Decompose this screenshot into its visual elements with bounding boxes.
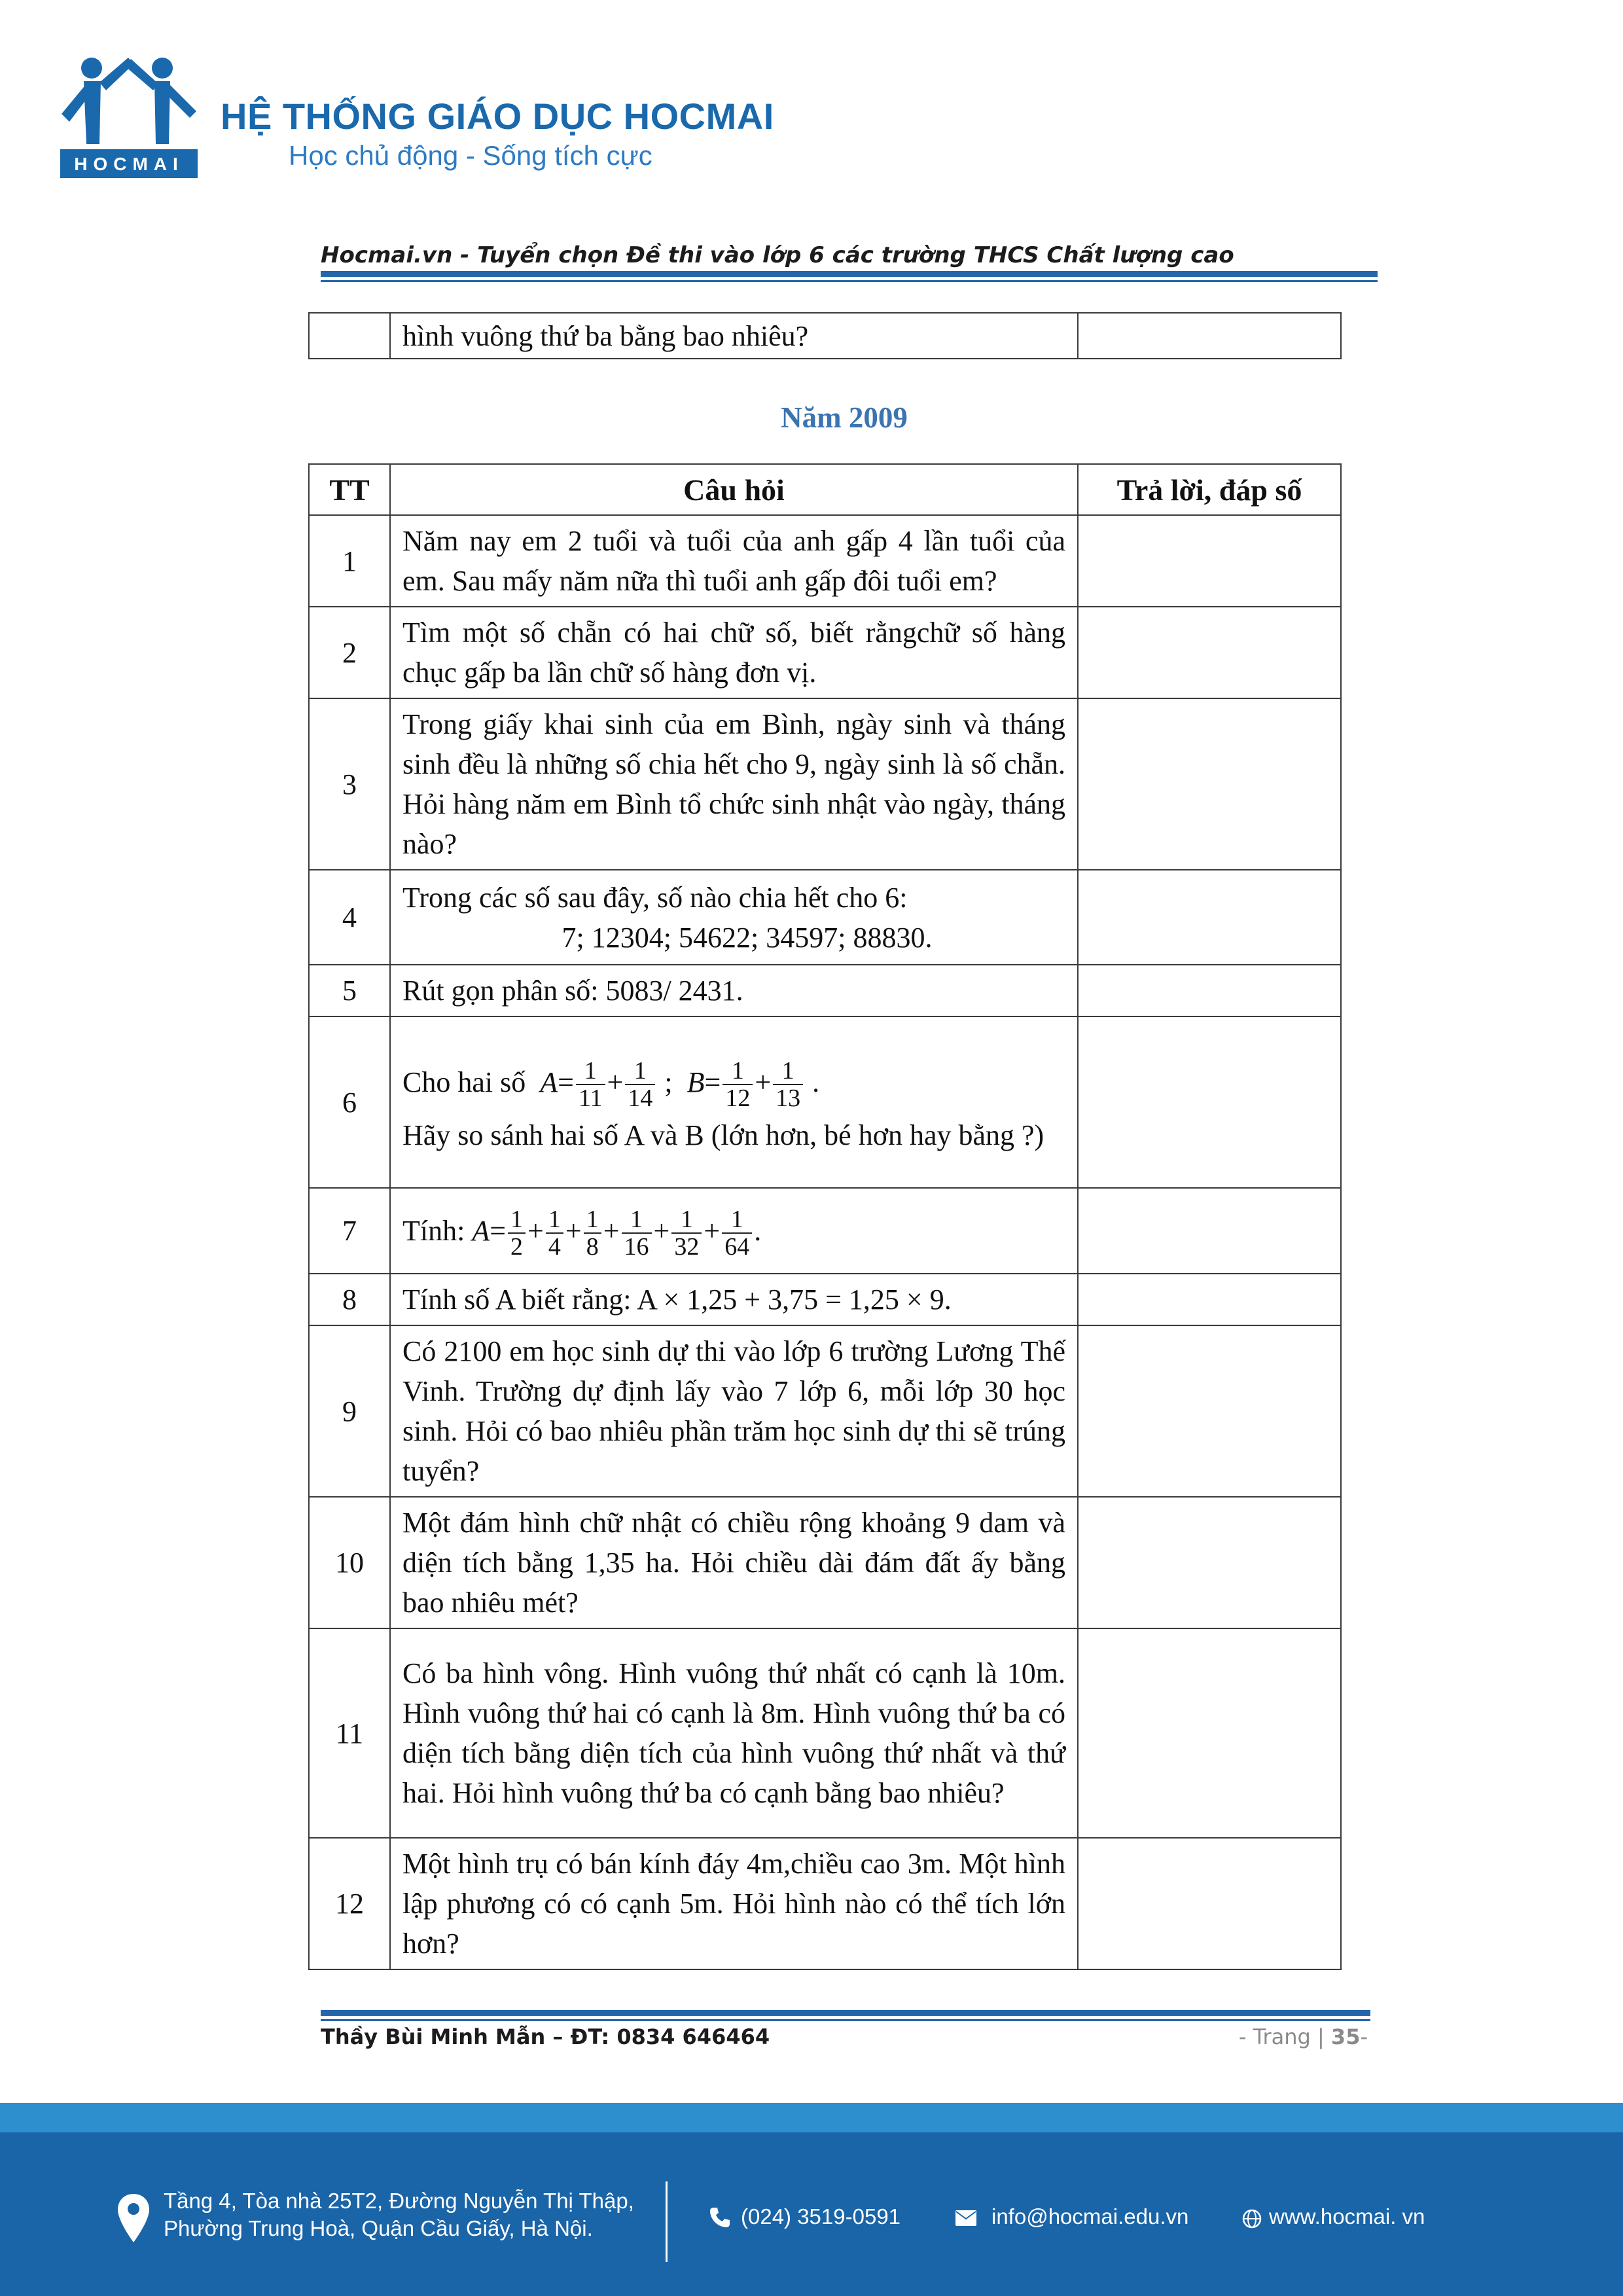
location-pin-icon	[118, 2194, 149, 2242]
brand-title: HỆ THỐNG GIÁO DỤC HOCMAI	[221, 96, 774, 137]
answer-cell	[1078, 1325, 1341, 1497]
fraction: $\frac{1}{8}$	[584, 1206, 601, 1260]
formula-line: Cho hai số A= $\frac{1}{11}$ + $\frac{1}{14}$ ; B= $\frac{1}{12}$ + $\frac{1}{13}$ .	[402, 1057, 820, 1113]
question-text: Có 2100 em học sinh dự thi vào lớp 6 trường Lương Thế Vinh. Trường dự định lấy vào 7 lớp 6, mỗi lớp 30 học sinh. Hỏi có bao nhiêu phần trăm học sinh dự thi sẽ trúng tuyển?	[390, 1325, 1078, 1497]
table-row	[309, 515, 1341, 607]
header-question: Câu hỏi	[390, 464, 1078, 515]
email-address[interactable]: info@hocmai.edu.vn	[991, 2204, 1189, 2229]
row-number: 6	[309, 1016, 390, 1188]
email-icon	[955, 2210, 976, 2226]
intro-text: Tính:	[402, 1214, 465, 1247]
fraction: $\frac{1}{13}$	[773, 1058, 803, 1111]
table-header-row	[309, 464, 1341, 515]
number-list: 7; 12304; 54622; 34597; 88830.	[562, 921, 933, 954]
table-row	[309, 698, 1341, 870]
formula-line: Tính: A= $\frac{1}{2}$ + $\frac{1}{4}$ + $\frac{1}{8}$ + $\frac{1}{16}$ + $\frac{1}{32}$ + $\frac{1}{64}$ .	[402, 1206, 762, 1261]
question-text: Một hình trụ có bán kính đáy 4m,chiều cao 3m. Một hình lập phương có có cạnh 5m. Hỏi hình nào có thể tích lớn hơn?	[390, 1838, 1078, 1969]
question-text: Trong giấy khai sinh của em Bình, ngày sinh và tháng sinh đều là những số chia hết cho 9, ngày sinh là số chẵn. Hỏi hàng năm em Bình tổ chức sinh nhật vào ngày, tháng nào?	[390, 698, 1078, 870]
table-row	[309, 1016, 1341, 1188]
table-row	[309, 870, 1341, 965]
question-cell: hình vuông thứ ba bằng bao nhiêu?	[390, 313, 1078, 359]
table-row	[309, 1325, 1341, 1497]
answer-cell	[1078, 1188, 1341, 1274]
question-cell	[390, 870, 1078, 965]
answer-cell	[1078, 1628, 1341, 1838]
fraction: $\frac{1}{14}$	[625, 1058, 655, 1111]
table-row	[309, 1497, 1341, 1628]
carry-over-table	[308, 312, 1342, 359]
table-row	[309, 313, 1341, 359]
intro-text: Cho hai số	[402, 1066, 526, 1098]
question-text: Hãy so sánh hai số A và B (lớn hơn, bé hơn hay bằng ?)	[402, 1119, 1044, 1151]
question-text: Năm nay em 2 tuổi và tuổi của anh gấp 4 lần tuổi của em. Sau mấy năm nữa thì tuổi anh gấp đôi tuổi em?	[390, 515, 1078, 607]
question-text: Tính số A biết rằng: A × 1,25 + 3,75 = 1,25 × 9.	[390, 1274, 1078, 1325]
tt-cell	[309, 313, 390, 359]
header-answer: Trả lời, đáp số	[1078, 464, 1341, 515]
table-row	[309, 607, 1341, 698]
fraction: $\frac{1}{32}$	[671, 1206, 702, 1260]
row-number: 12	[309, 1838, 390, 1969]
answer-cell	[1078, 1497, 1341, 1628]
address-line-1: Tầng 4, Tòa nhà 25T2, Đường Nguyễn Thị Thập,	[164, 2189, 634, 2213]
brand-slogan: Học chủ động - Sống tích cực	[289, 140, 652, 171]
row-number: 4	[309, 870, 390, 965]
phone-icon	[708, 2206, 732, 2229]
question-cell	[390, 1188, 1078, 1274]
question-text: Có ba hình vông. Hình vuông thứ nhất có cạnh là 10m. Hình vuông thứ hai có cạnh là 8m. Hình vuông thứ ba có diện tích bằng diện tích của hình vuông thứ nhất và thứ hai. Hỏi hình vuông thứ ba có cạnh bằng bao nhiêu?	[390, 1628, 1078, 1838]
row-number: 3	[309, 698, 390, 870]
footer-band-accent	[0, 2103, 1623, 2132]
fraction: $\frac{1}{64}$	[722, 1206, 752, 1260]
row-number: 2	[309, 607, 390, 698]
table-row	[309, 1188, 1341, 1274]
fraction: $\frac{1}{11}$	[576, 1058, 605, 1111]
header-tt: TT	[309, 464, 390, 515]
footer-divider	[666, 2181, 668, 2262]
answer-cell	[1078, 313, 1341, 359]
table-row	[309, 1274, 1341, 1325]
variable-a: A	[540, 1066, 558, 1098]
footer-rule	[321, 2010, 1370, 2021]
row-number: 8	[309, 1274, 390, 1325]
row-number: 5	[309, 965, 390, 1016]
table-row	[309, 1838, 1341, 1969]
hocmai-logo	[60, 51, 198, 179]
row-number: 10	[309, 1497, 390, 1628]
answer-cell	[1078, 515, 1341, 607]
row-number: 7	[309, 1188, 390, 1274]
row-number: 1	[309, 515, 390, 607]
table-row	[309, 965, 1341, 1016]
variable-a: A	[472, 1214, 490, 1247]
page-number: 35	[1330, 2024, 1361, 2049]
fraction: $\frac{1}{12}$	[722, 1058, 753, 1111]
table-row	[309, 1628, 1341, 1838]
phone-number[interactable]: (024) 3519-0591	[741, 2204, 901, 2229]
answer-cell	[1078, 698, 1341, 870]
question-text: Tìm một số chẵn có hai chữ số, biết rằngchữ số hàng chục gấp ba lần chữ số hàng đơn vị.	[390, 607, 1078, 698]
fraction: $\frac{1}{16}$	[622, 1206, 652, 1260]
fraction: $\frac{1}{4}$	[546, 1206, 563, 1260]
address	[164, 2187, 634, 2242]
teacher-contact: Thầy Bùi Minh Mẫn – ĐT: 0834 646464	[321, 2024, 770, 2049]
question-text: Trong các số sau đây, số nào chia hết cho 6:	[402, 881, 908, 914]
answer-cell	[1078, 1838, 1341, 1969]
answer-cell	[1078, 1274, 1341, 1325]
question-text: Rút gọn phân số: 5083/ 2431.	[390, 965, 1078, 1016]
website[interactable]: www.hocmai. vn	[1269, 2204, 1425, 2229]
header-rule	[321, 271, 1378, 282]
page-number-label: - Trang | 35-	[1238, 2024, 1368, 2049]
fraction: $\frac{1}{2}$	[508, 1206, 526, 1260]
document-title: Hocmai.vn - Tuyển chọn Đề thi vào lớp 6 các trường THCS Chất lượng cao	[321, 242, 1234, 268]
variable-b: B	[687, 1066, 705, 1098]
questions-table	[308, 463, 1342, 1970]
globe-icon	[1242, 2209, 1262, 2229]
question-text: Một đám hình chữ nhật có chiều rộng khoảng 9 dam và diện tích bằng 1,35 ha. Hỏi chiều dài đám đất ấy bằng bao nhiêu mét?	[390, 1497, 1078, 1628]
address-line-2: Phường Trung Hoà, Quận Cầu Giấy, Hà Nội.	[164, 2216, 593, 2240]
row-number: 11	[309, 1628, 390, 1838]
question-cell	[390, 1016, 1078, 1188]
answer-cell	[1078, 870, 1341, 965]
answer-cell	[1078, 965, 1341, 1016]
logo-text: HOCMAI	[74, 154, 184, 174]
row-number: 9	[309, 1325, 390, 1497]
answer-cell	[1078, 607, 1341, 698]
answer-cell	[1078, 1016, 1341, 1188]
year-heading: Năm 2009	[781, 401, 908, 434]
